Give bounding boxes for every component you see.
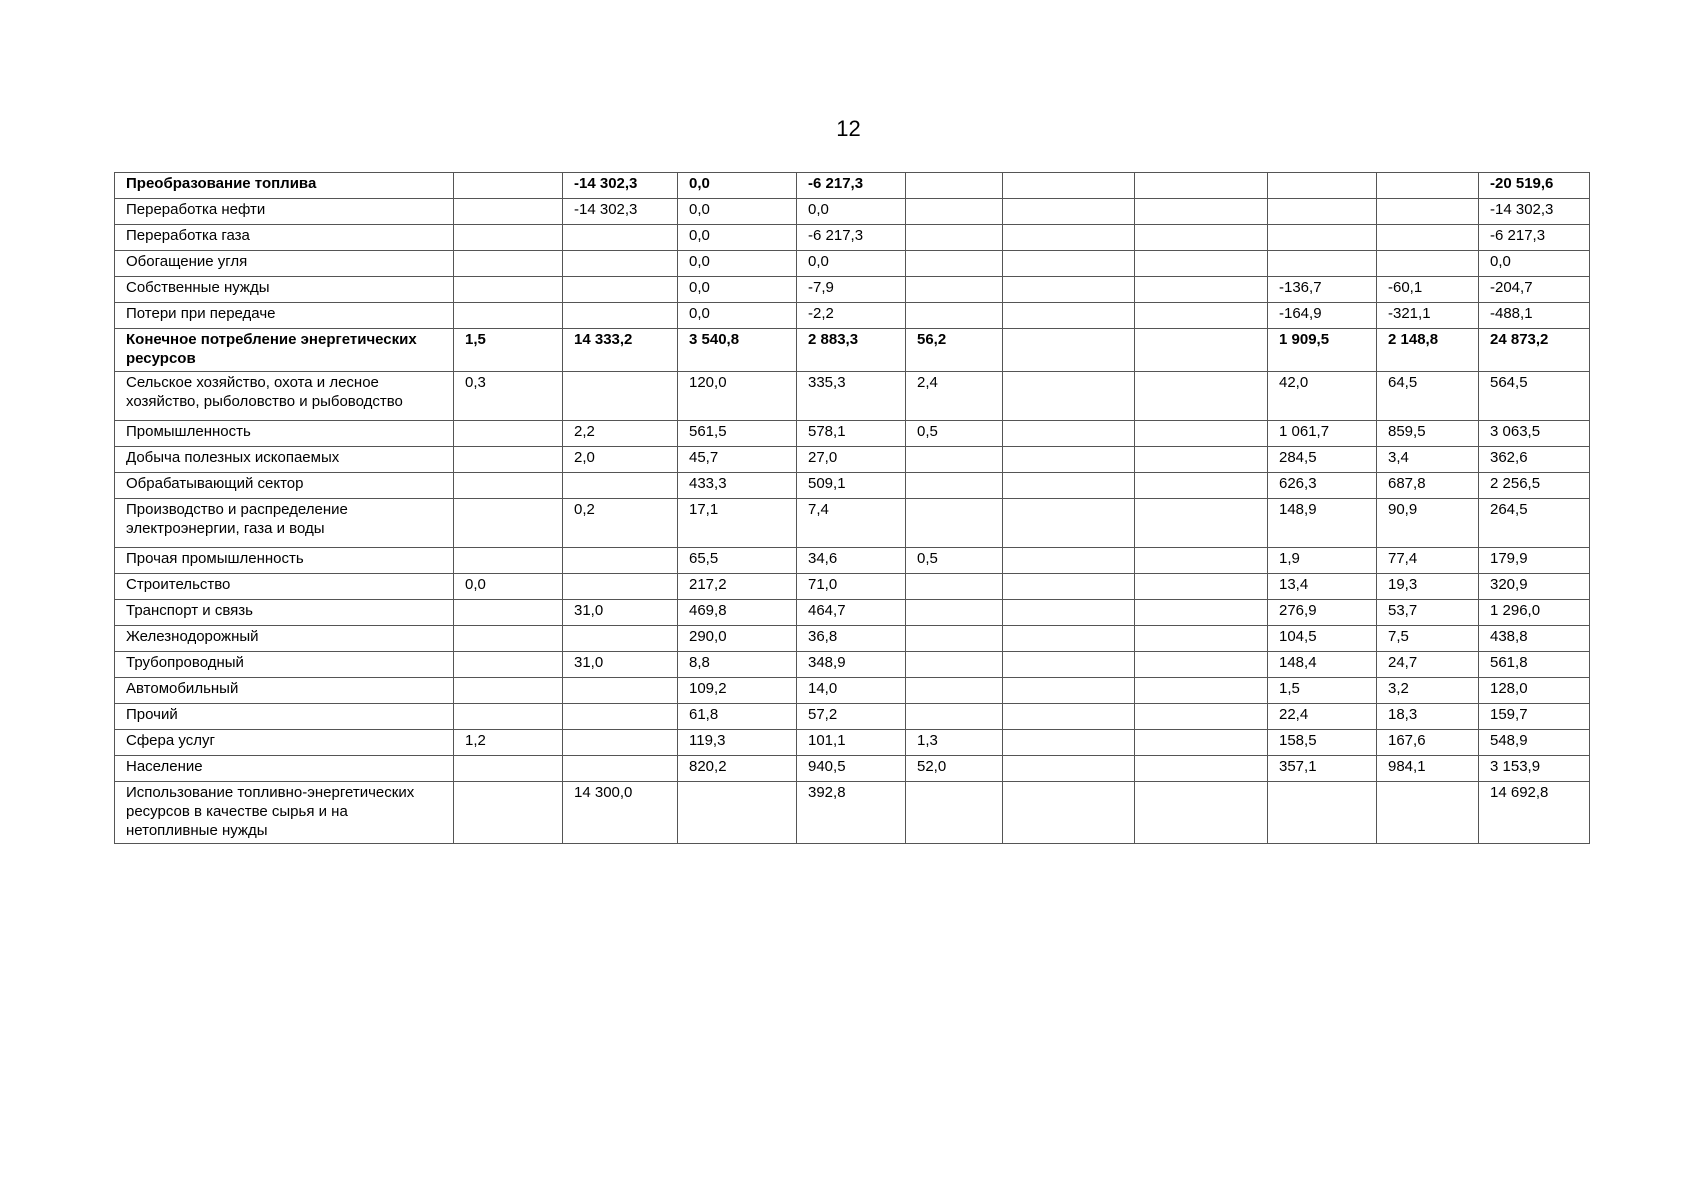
value-cell: [454, 473, 563, 499]
row-label-cell: Преобразование топлива: [115, 173, 454, 199]
value-cell: 348,9: [797, 652, 906, 678]
value-cell: 1,2: [454, 730, 563, 756]
value-cell: [906, 626, 1003, 652]
value-cell: 1,3: [906, 730, 1003, 756]
value-cell: [563, 473, 678, 499]
value-cell: 159,7: [1479, 704, 1590, 730]
table-row: [115, 225, 1590, 251]
value-cell: 561,5: [678, 421, 797, 447]
row-label-cell: Производство и распределение электроэнергии, газа и воды: [115, 499, 454, 548]
value-cell: 61,8: [678, 704, 797, 730]
value-cell: 13,4: [1268, 574, 1377, 600]
value-cell: 104,5: [1268, 626, 1377, 652]
value-cell: [454, 704, 563, 730]
value-cell: 90,9: [1377, 499, 1479, 548]
value-cell: 101,1: [797, 730, 906, 756]
value-cell: 77,4: [1377, 548, 1479, 574]
value-cell: 2 256,5: [1479, 473, 1590, 499]
value-cell: [454, 225, 563, 251]
value-cell: 148,4: [1268, 652, 1377, 678]
value-cell: 0,0: [678, 251, 797, 277]
value-cell: 357,1: [1268, 756, 1377, 782]
table-row: [115, 652, 1590, 678]
value-cell: 2,2: [563, 421, 678, 447]
value-cell: [563, 548, 678, 574]
value-cell: [454, 199, 563, 225]
value-cell: 0,0: [678, 173, 797, 199]
value-cell: [563, 277, 678, 303]
value-cell: [563, 372, 678, 421]
value-cell: 217,2: [678, 574, 797, 600]
row-label-cell: Обрабатывающий сектор: [115, 473, 454, 499]
value-cell: [1377, 251, 1479, 277]
value-cell: 626,3: [1268, 473, 1377, 499]
value-cell: 1 909,5: [1268, 329, 1377, 372]
value-cell: 940,5: [797, 756, 906, 782]
value-cell: [906, 652, 1003, 678]
value-cell: 167,6: [1377, 730, 1479, 756]
value-cell: [1135, 652, 1268, 678]
value-cell: [906, 199, 1003, 225]
value-cell: 0,0: [797, 199, 906, 225]
value-cell: 1 296,0: [1479, 600, 1590, 626]
value-cell: 0,0: [678, 303, 797, 329]
value-cell: [1003, 473, 1135, 499]
value-cell: 1 061,7: [1268, 421, 1377, 447]
value-cell: 362,6: [1479, 447, 1590, 473]
value-cell: [454, 499, 563, 548]
value-cell: 2,4: [906, 372, 1003, 421]
value-cell: [906, 782, 1003, 844]
value-cell: [1003, 678, 1135, 704]
value-cell: 148,9: [1268, 499, 1377, 548]
value-cell: [454, 756, 563, 782]
row-label-cell: Прочий: [115, 704, 454, 730]
row-label-cell: Переработка газа: [115, 225, 454, 251]
value-cell: [1135, 782, 1268, 844]
value-cell: [906, 574, 1003, 600]
value-cell: [563, 303, 678, 329]
row-label-cell: Автомобильный: [115, 678, 454, 704]
value-cell: [1377, 199, 1479, 225]
value-cell: 438,8: [1479, 626, 1590, 652]
value-cell: 0,5: [906, 548, 1003, 574]
value-cell: [1003, 251, 1135, 277]
value-cell: 2,0: [563, 447, 678, 473]
value-cell: 0,0: [678, 199, 797, 225]
value-cell: [1135, 329, 1268, 372]
value-cell: 8,8: [678, 652, 797, 678]
table-row: [115, 548, 1590, 574]
value-cell: 0,0: [678, 225, 797, 251]
value-cell: 2 148,8: [1377, 329, 1479, 372]
value-cell: [1003, 704, 1135, 730]
value-cell: [563, 626, 678, 652]
value-cell: -14 302,3: [563, 173, 678, 199]
value-cell: [454, 277, 563, 303]
value-cell: -488,1: [1479, 303, 1590, 329]
value-cell: [1003, 372, 1135, 421]
value-cell: [1135, 447, 1268, 473]
row-label-cell: Сфера услуг: [115, 730, 454, 756]
energy-balance-table: [114, 172, 1590, 844]
value-cell: [1377, 782, 1479, 844]
value-cell: [1268, 199, 1377, 225]
value-cell: -14 302,3: [563, 199, 678, 225]
value-cell: -7,9: [797, 277, 906, 303]
table-row: [115, 447, 1590, 473]
value-cell: 19,3: [1377, 574, 1479, 600]
row-label-cell: Трубопроводный: [115, 652, 454, 678]
value-cell: [906, 447, 1003, 473]
value-cell: 1,5: [454, 329, 563, 372]
value-cell: [1135, 303, 1268, 329]
value-cell: 14 692,8: [1479, 782, 1590, 844]
value-cell: 3 153,9: [1479, 756, 1590, 782]
value-cell: 158,5: [1268, 730, 1377, 756]
value-cell: [906, 499, 1003, 548]
value-cell: 3,2: [1377, 678, 1479, 704]
value-cell: [1377, 173, 1479, 199]
value-cell: [563, 704, 678, 730]
value-cell: 119,3: [678, 730, 797, 756]
value-cell: [1135, 251, 1268, 277]
value-cell: 0,5: [906, 421, 1003, 447]
value-cell: [563, 225, 678, 251]
value-cell: [454, 303, 563, 329]
table-row: [115, 277, 1590, 303]
value-cell: 24,7: [1377, 652, 1479, 678]
row-label-cell: Обогащение угля: [115, 251, 454, 277]
value-cell: [1003, 782, 1135, 844]
value-cell: [1135, 548, 1268, 574]
row-label-cell: Население: [115, 756, 454, 782]
value-cell: [454, 782, 563, 844]
table-row: [115, 626, 1590, 652]
value-cell: 14,0: [797, 678, 906, 704]
value-cell: 820,2: [678, 756, 797, 782]
page-number: 12: [836, 116, 861, 141]
value-cell: [906, 251, 1003, 277]
row-label-cell: Конечное потребление энергетических ресурсов: [115, 329, 454, 372]
value-cell: [1003, 447, 1135, 473]
row-label-cell: Железнодорожный: [115, 626, 454, 652]
value-cell: [1135, 277, 1268, 303]
value-cell: [1135, 626, 1268, 652]
value-cell: [1135, 473, 1268, 499]
value-cell: 464,7: [797, 600, 906, 626]
value-cell: [1003, 626, 1135, 652]
value-cell: [906, 678, 1003, 704]
value-cell: 42,0: [1268, 372, 1377, 421]
value-cell: [906, 704, 1003, 730]
table-row: [115, 251, 1590, 277]
value-cell: 71,0: [797, 574, 906, 600]
value-cell: [1003, 756, 1135, 782]
value-cell: [454, 251, 563, 277]
value-cell: 65,5: [678, 548, 797, 574]
table-row: [115, 473, 1590, 499]
table-row: [115, 782, 1590, 844]
value-cell: 14 300,0: [563, 782, 678, 844]
value-cell: 7,4: [797, 499, 906, 548]
value-cell: [1135, 421, 1268, 447]
value-cell: [1003, 199, 1135, 225]
value-cell: [454, 447, 563, 473]
value-cell: 3,4: [1377, 447, 1479, 473]
value-cell: [906, 225, 1003, 251]
table-row: [115, 704, 1590, 730]
value-cell: 564,5: [1479, 372, 1590, 421]
value-cell: 984,1: [1377, 756, 1479, 782]
value-cell: [1135, 600, 1268, 626]
value-cell: [1003, 421, 1135, 447]
value-cell: [563, 574, 678, 600]
value-cell: 179,9: [1479, 548, 1590, 574]
value-cell: 578,1: [797, 421, 906, 447]
table-row: [115, 421, 1590, 447]
value-cell: 120,0: [678, 372, 797, 421]
value-cell: 433,3: [678, 473, 797, 499]
table-row: [115, 303, 1590, 329]
table-body: [115, 173, 1590, 844]
value-cell: 64,5: [1377, 372, 1479, 421]
value-cell: 14 333,2: [563, 329, 678, 372]
table-row: [115, 499, 1590, 548]
value-cell: [563, 756, 678, 782]
value-cell: [454, 626, 563, 652]
table-row: [115, 199, 1590, 225]
value-cell: [563, 730, 678, 756]
table-row: [115, 574, 1590, 600]
value-cell: 0,3: [454, 372, 563, 421]
value-cell: [1268, 173, 1377, 199]
value-cell: [906, 600, 1003, 626]
row-label-cell: Транспорт и связь: [115, 600, 454, 626]
row-label-cell: Прочая промышленность: [115, 548, 454, 574]
table-row: [115, 678, 1590, 704]
row-label-cell: Потери при передаче: [115, 303, 454, 329]
table-row: [115, 329, 1590, 372]
value-cell: 52,0: [906, 756, 1003, 782]
row-label-cell: Добыча полезных ископаемых: [115, 447, 454, 473]
value-cell: -6 217,3: [797, 225, 906, 251]
value-cell: 18,3: [1377, 704, 1479, 730]
value-cell: [563, 678, 678, 704]
value-cell: -164,9: [1268, 303, 1377, 329]
row-label-cell: Переработка нефти: [115, 199, 454, 225]
value-cell: 320,9: [1479, 574, 1590, 600]
value-cell: -14 302,3: [1479, 199, 1590, 225]
value-cell: [1135, 574, 1268, 600]
value-cell: [1135, 199, 1268, 225]
value-cell: [1003, 730, 1135, 756]
value-cell: -204,7: [1479, 277, 1590, 303]
value-cell: 276,9: [1268, 600, 1377, 626]
value-cell: 2 883,3: [797, 329, 906, 372]
value-cell: 0,0: [454, 574, 563, 600]
value-cell: [906, 173, 1003, 199]
value-cell: [1377, 225, 1479, 251]
row-label-cell: Использование топливно-энергетических ресурсов в качестве сырья и на нетопливные нужды: [115, 782, 454, 844]
value-cell: 109,2: [678, 678, 797, 704]
value-cell: 22,4: [1268, 704, 1377, 730]
value-cell: 1,5: [1268, 678, 1377, 704]
value-cell: 284,5: [1268, 447, 1377, 473]
value-cell: 264,5: [1479, 499, 1590, 548]
value-cell: 290,0: [678, 626, 797, 652]
value-cell: [1003, 499, 1135, 548]
value-cell: [1003, 329, 1135, 372]
value-cell: 27,0: [797, 447, 906, 473]
value-cell: [1003, 652, 1135, 678]
row-label-cell: Промышленность: [115, 421, 454, 447]
value-cell: [1003, 303, 1135, 329]
row-label-cell: Собственные нужды: [115, 277, 454, 303]
value-cell: 687,8: [1377, 473, 1479, 499]
value-cell: 31,0: [563, 652, 678, 678]
value-cell: [1003, 574, 1135, 600]
value-cell: 0,2: [563, 499, 678, 548]
value-cell: -2,2: [797, 303, 906, 329]
value-cell: [1003, 225, 1135, 251]
value-cell: 3 540,8: [678, 329, 797, 372]
value-cell: 0,0: [1479, 251, 1590, 277]
value-cell: [1135, 173, 1268, 199]
value-cell: [1003, 600, 1135, 626]
value-cell: 548,9: [1479, 730, 1590, 756]
value-cell: 859,5: [1377, 421, 1479, 447]
value-cell: [454, 600, 563, 626]
value-cell: 53,7: [1377, 600, 1479, 626]
value-cell: [1003, 173, 1135, 199]
value-cell: [1135, 730, 1268, 756]
value-cell: [1003, 277, 1135, 303]
value-cell: 469,8: [678, 600, 797, 626]
value-cell: 0,0: [678, 277, 797, 303]
value-cell: 57,2: [797, 704, 906, 730]
value-cell: 17,1: [678, 499, 797, 548]
value-cell: [1135, 704, 1268, 730]
value-cell: 0,0: [797, 251, 906, 277]
value-cell: [454, 173, 563, 199]
value-cell: [1135, 678, 1268, 704]
table-row: [115, 730, 1590, 756]
value-cell: 7,5: [1377, 626, 1479, 652]
value-cell: -321,1: [1377, 303, 1479, 329]
value-cell: 335,3: [797, 372, 906, 421]
value-cell: 34,6: [797, 548, 906, 574]
value-cell: [906, 277, 1003, 303]
value-cell: -60,1: [1377, 277, 1479, 303]
value-cell: [1268, 251, 1377, 277]
row-label-cell: Сельское хозяйство, охота и лесное хозяйство, рыболовство и рыбоводство: [115, 372, 454, 421]
value-cell: [906, 473, 1003, 499]
value-cell: [1135, 499, 1268, 548]
value-cell: [454, 652, 563, 678]
value-cell: [1003, 548, 1135, 574]
value-cell: 128,0: [1479, 678, 1590, 704]
value-cell: [1135, 225, 1268, 251]
value-cell: 56,2: [906, 329, 1003, 372]
value-cell: 31,0: [563, 600, 678, 626]
value-cell: 392,8: [797, 782, 906, 844]
value-cell: [1268, 782, 1377, 844]
value-cell: -6 217,3: [1479, 225, 1590, 251]
table-row: [115, 173, 1590, 199]
table-row: [115, 372, 1590, 421]
value-cell: 561,8: [1479, 652, 1590, 678]
value-cell: 3 063,5: [1479, 421, 1590, 447]
value-cell: [454, 548, 563, 574]
value-cell: 24 873,2: [1479, 329, 1590, 372]
row-label-cell: Строительство: [115, 574, 454, 600]
value-cell: -20 519,6: [1479, 173, 1590, 199]
value-cell: [678, 782, 797, 844]
value-cell: [454, 421, 563, 447]
value-cell: -136,7: [1268, 277, 1377, 303]
value-cell: [454, 678, 563, 704]
value-cell: [906, 303, 1003, 329]
value-cell: 1,9: [1268, 548, 1377, 574]
table-row: [115, 600, 1590, 626]
value-cell: 36,8: [797, 626, 906, 652]
value-cell: 509,1: [797, 473, 906, 499]
value-cell: 45,7: [678, 447, 797, 473]
value-cell: [563, 251, 678, 277]
value-cell: [1135, 372, 1268, 421]
table-row: [115, 756, 1590, 782]
value-cell: -6 217,3: [797, 173, 906, 199]
value-cell: [1135, 756, 1268, 782]
value-cell: [1268, 225, 1377, 251]
